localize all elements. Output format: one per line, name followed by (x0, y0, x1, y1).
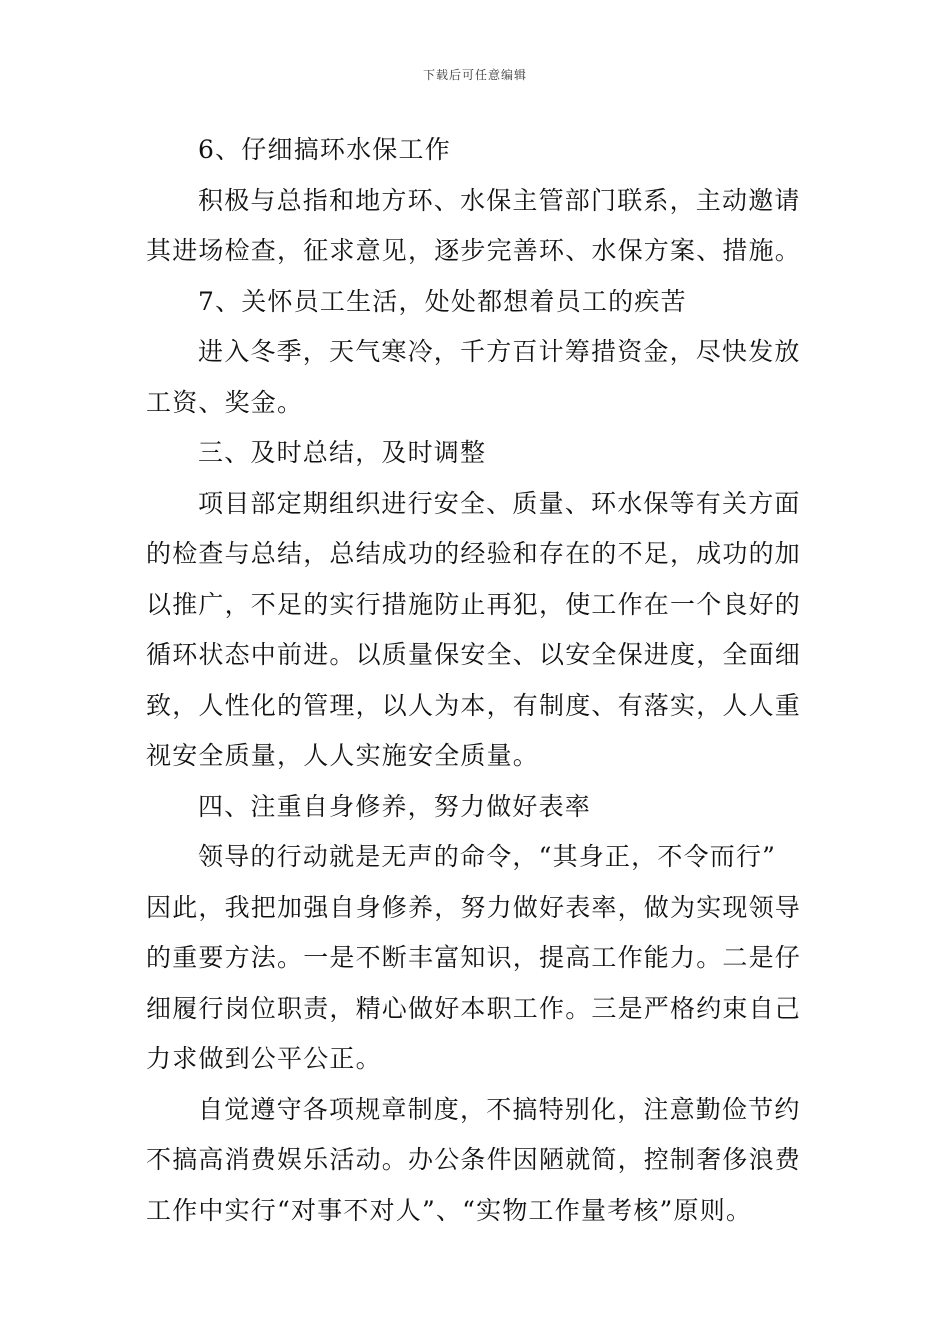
paragraph-line: 的检查与总结，总结成功的经验和存在的不足，成功的加 (146, 539, 802, 568)
section-heading-4: 四、注重自身修养，努力做好表率 (198, 791, 592, 821)
paragraph-line: 自觉遵守各项规章制度，不搞特别化，注意勤俭节约 (198, 1094, 801, 1124)
paragraph-line: 循环状态中前进。以质量保安全、以安全保进度，全面细 (146, 640, 802, 669)
body-text (146, 125, 808, 1236)
paragraph-line: 细履行岗位职责，精心做好本职工作。三是严格约束自己 (146, 993, 802, 1023)
section-heading-3: 三、及时总结，及时调整 (198, 438, 487, 467)
header-note: 下载后可任意编辑 (422, 68, 527, 82)
section-heading-7: 7、关怀员工生活，处处都想着员工的疾苦 (198, 286, 687, 316)
section-heading-6: 6、仔细搞环水保工作 (198, 135, 451, 164)
paragraph-line: 工资、奖金。 (146, 387, 304, 417)
paragraph-line: 不搞高消费娱乐活动。办公条件因陋就简，控制奢侈浪费 (146, 1145, 802, 1174)
paragraph-line: 工作中实行“对事不对人”、“实物工作量考核”原则。 (146, 1195, 753, 1225)
paragraph-line: 以推广，不足的实行措施防止再犯，使工作在一个良好的 (146, 589, 802, 619)
paragraph-line: 领导的行动就是无声的命令，“其身正，不令而行” (198, 842, 777, 871)
paragraph-line: 因此，我把加强自身修养，努力做好表率，做为实现领导 (146, 892, 802, 922)
paragraph-line: 的重要方法。一是不断丰富知识，提高工作能力。二是仔 (146, 943, 802, 972)
paragraph-line: 其进场检查，征求意见，逐步完善环、水保方案、措施。 (146, 236, 802, 265)
paragraph-line: 积极与总指和地方环、水保主管部门联系，主动邀请 (198, 185, 801, 215)
paragraph-line: 致，人性化的管理，以人为本，有制度、有落实，人人重 (146, 690, 802, 720)
paragraph-line: 进入冬季，天气寒冷，千方百计筹措资金，尽快发放 (198, 337, 801, 366)
paragraph-line: 项目部定期组织进行安全、质量、环水保等有关方面 (198, 488, 801, 518)
paragraph-line: 力求做到公平公正。 (146, 1044, 382, 1073)
paragraph-line: 视安全质量，人人实施安全质量。 (146, 741, 540, 770)
